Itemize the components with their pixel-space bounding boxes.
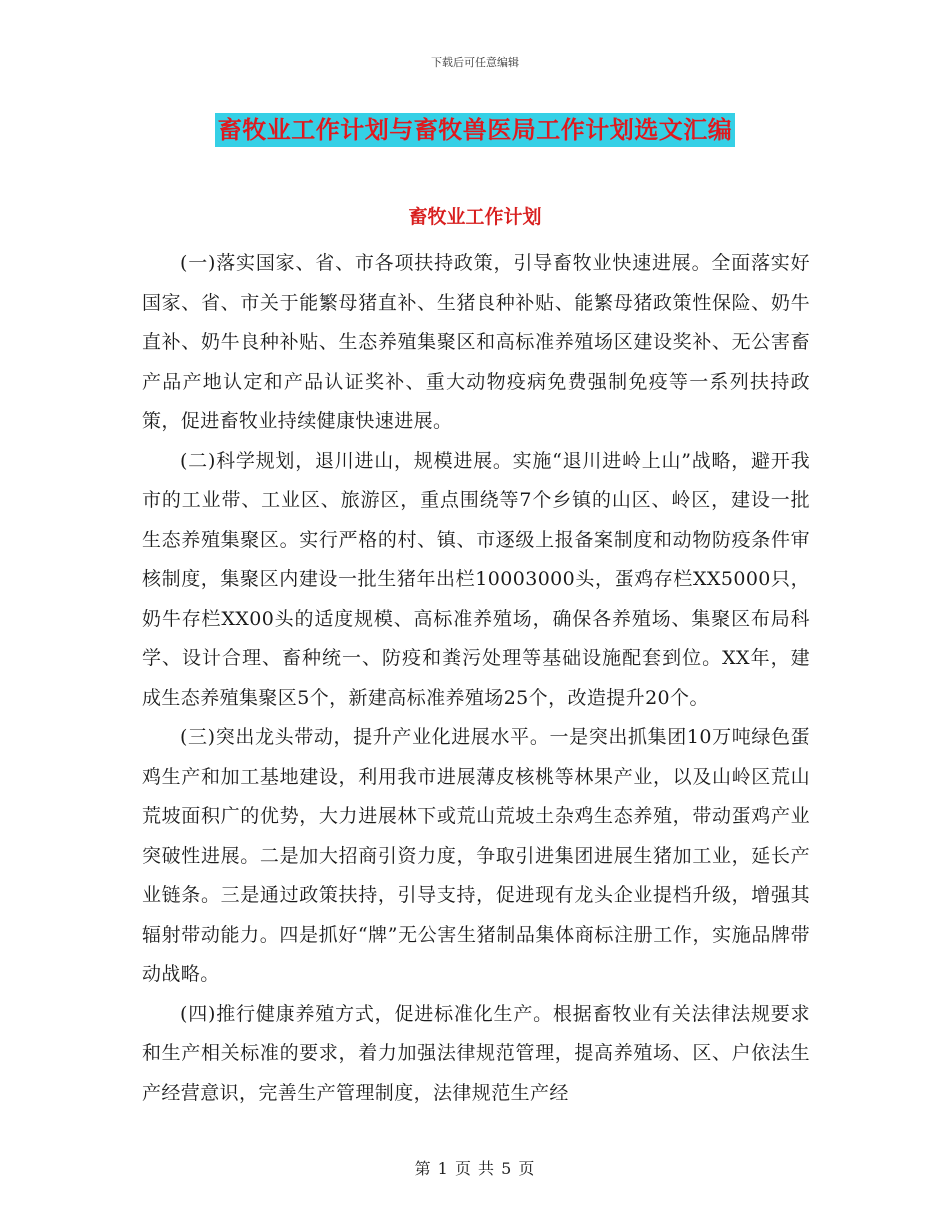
paragraph-1: (一)落实国家、省、市各项扶持政策，引导畜牧业快速进展。全面落实好国家、省、市关于能繁母猪直补、生猪良种补贴、能繁母猪政策性保险、奶牛直补、奶牛良种补贴、生态养殖集聚区和高标准养殖场区建设奖补、无公害畜产品产地认定和产品认证奖补、重大动物疫病免费强制免疫等一系列扶持政策，促进畜牧业持续健康快速进展。 — [142, 252, 810, 432]
body-text — [142, 244, 810, 1113]
paragraph-3: (三)突出龙头带动，提升产业化进展水平。一是突出抓集团10万吨绿色蛋鸡生产和加工基地建设，利用我市进展薄皮核桃等林果产业，以及山岭区荒山荒坡面积广的优势，大力进展林下或荒山荒坡土杂鸡生态养殖，带动蛋鸡产业突破性进展。二是加大招商引资力度，争取引进集团进展生猪加工业，延长产业链条。三是通过政策扶持，引导支持，促进现有龙头企业提档升级，增强其辐射带动能力。四是抓好“牌”无公害生猪制品集体商标注册工作，实施品牌带动战略。 — [142, 726, 810, 985]
document-title: 畜牧业工作计划与畜牧兽医局工作计划选文汇编 — [215, 113, 736, 147]
paragraph-4: (四)推行健康养殖方式，促进标准化生产。根据畜牧业有关法律法规要求和生产相关标准的要求，着力加强法律规范管理，提高养殖场、区、户依法生产经营意识，完善生产管理制度，法律规范生产经 — [142, 1002, 810, 1104]
paragraph-2: (二)科学规划，退川进山，规模进展。实施“退川进岭上山”战略，避开我市的工业带、工业区、旅游区，重点围绕等7个乡镇的山区、岭区，建设一批生态养殖集聚区。实行严格的村、镇、市逐级上报备案制度和动物防疫条件审核制度，集聚区内建设一批生猪年出栏10003000头，蛋鸡存栏XX5000只，奶牛存栏XX00头的适度规模、高标准养殖场，确保各养殖场、集聚区布局科学、设计合理、畜种统一、防疫和粪污处理等基础设施配套到位。XX年，建成生态养殖集聚区5个，新建高标准养殖场25个，改造提升20个。 — [142, 449, 810, 709]
header-note: 下载后可任意编辑 — [431, 56, 519, 69]
page-footer: 第 1 页 共 5 页 — [414, 1159, 536, 1178]
document-title-container — [0, 113, 950, 147]
section-title: 畜牧业工作计划 — [408, 206, 542, 228]
